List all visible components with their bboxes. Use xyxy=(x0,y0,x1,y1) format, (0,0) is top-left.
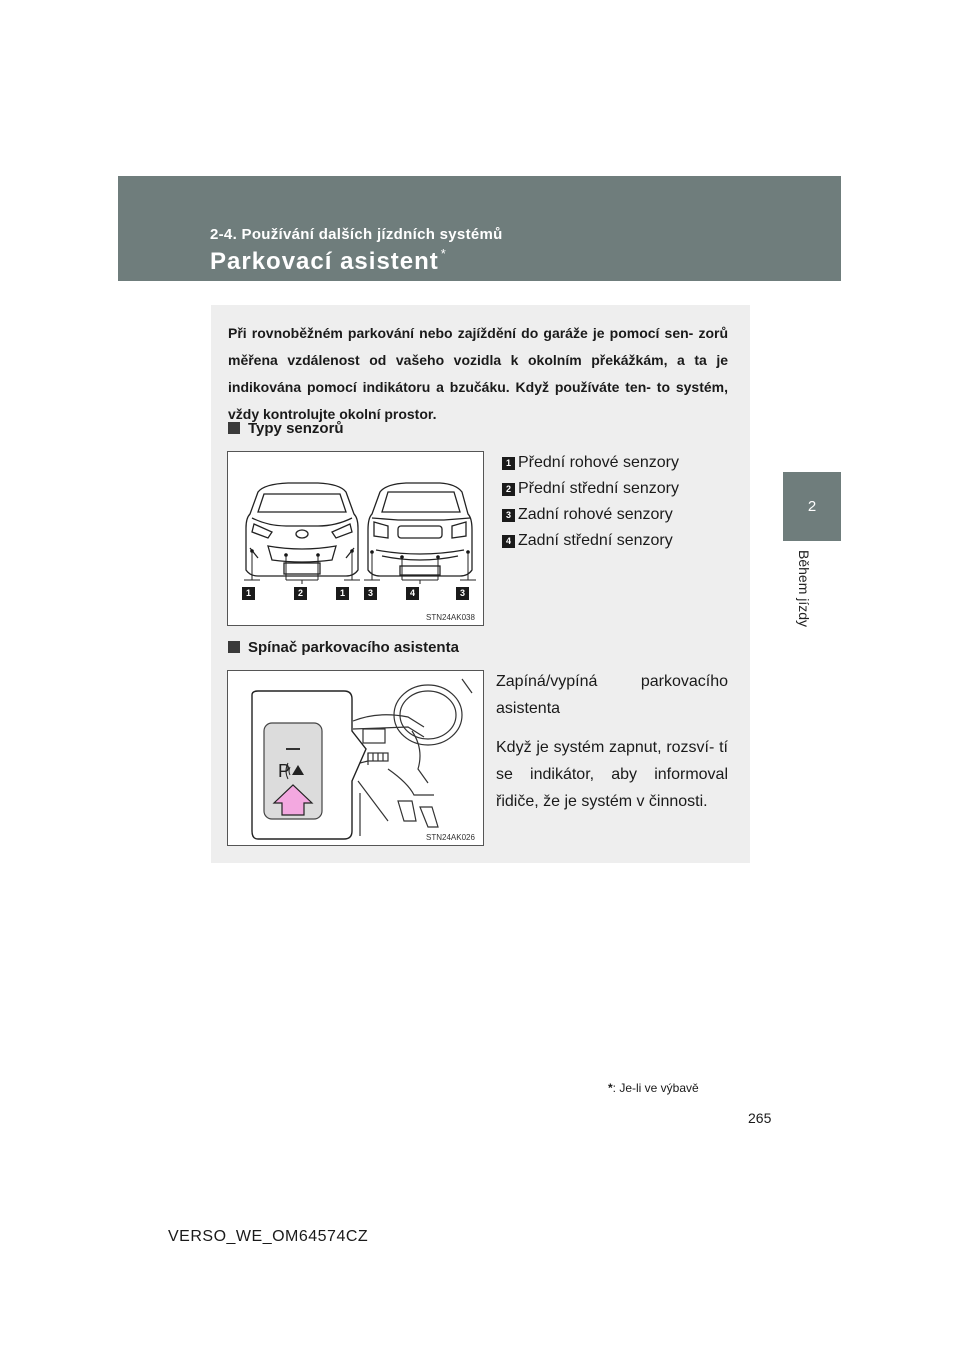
document-id: VERSO_WE_OM64574CZ xyxy=(168,1228,369,1245)
sensor-legend xyxy=(502,450,679,554)
page-title: Parkovací asistent * xyxy=(210,246,447,275)
switch-description xyxy=(496,668,728,827)
marker-3-right: 3 xyxy=(456,587,469,600)
marker-1-right: 1 xyxy=(336,587,349,600)
marker-4: 4 xyxy=(406,587,419,600)
switch-desc-1: Zapíná/vypíná parkovacího asistenta xyxy=(496,673,728,717)
legend-item: 4 Zadní střední senzory xyxy=(502,528,679,554)
marker-3-left: 3 xyxy=(364,587,377,600)
asterisk-icon: * xyxy=(608,1081,613,1095)
chapter-tab[interactable] xyxy=(783,472,841,541)
side-top-number: 2 xyxy=(808,410,816,425)
chapter-tab-number: 2 xyxy=(807,498,817,515)
marker-1-left: 1 xyxy=(242,587,255,600)
legend-item: 3 Zadní rohové senzory xyxy=(502,502,679,528)
section-switch: Spínač parkovacího asistenta xyxy=(228,639,459,656)
footnote: *: Je-li ve výbavě xyxy=(608,1081,699,1095)
section-sensor-types: Typy senzorů xyxy=(228,420,344,437)
section-subtitle: 2-4. Používání dalších jízdních systémů xyxy=(210,226,503,243)
marker-2: 2 xyxy=(294,587,307,600)
figure-code: STN24AK026 xyxy=(426,833,475,842)
chapter-header xyxy=(118,176,841,281)
chapter-tab-label: Během jízdy xyxy=(796,550,812,628)
dashboard-switch-illustration xyxy=(228,671,483,845)
sensor-types-figure xyxy=(227,451,484,626)
square-bullet-icon xyxy=(228,422,240,434)
square-bullet-icon xyxy=(228,641,240,653)
intro-paragraph: Při rovnoběžném parkování nebo zajíždění do garáže je pomocí sen- zorů měřena vzdálenost od vašeho vozidla k okolním překážkám, a ta je indikována pomocí indikátoru a bzučáku. Když používáte ten- to systém, vždy kontrolujte okolní prostor. xyxy=(228,325,728,422)
legend-item: 2 Přední střední senzory xyxy=(502,476,679,502)
switch-figure xyxy=(227,670,484,846)
page-number: 265 xyxy=(748,1110,772,1126)
figure-code: STN24AK038 xyxy=(426,613,475,622)
switch-desc-2: Když je systém zapnut, rozsví- tí se indikátor, aby informoval řidiče, že je systém v činnosti. xyxy=(496,739,728,810)
legend-item: 1 Přední rohové senzory xyxy=(502,450,679,476)
optional-mark: * xyxy=(440,246,447,261)
sensor-marker-row xyxy=(228,587,483,603)
svg-text:P: P xyxy=(278,761,291,781)
